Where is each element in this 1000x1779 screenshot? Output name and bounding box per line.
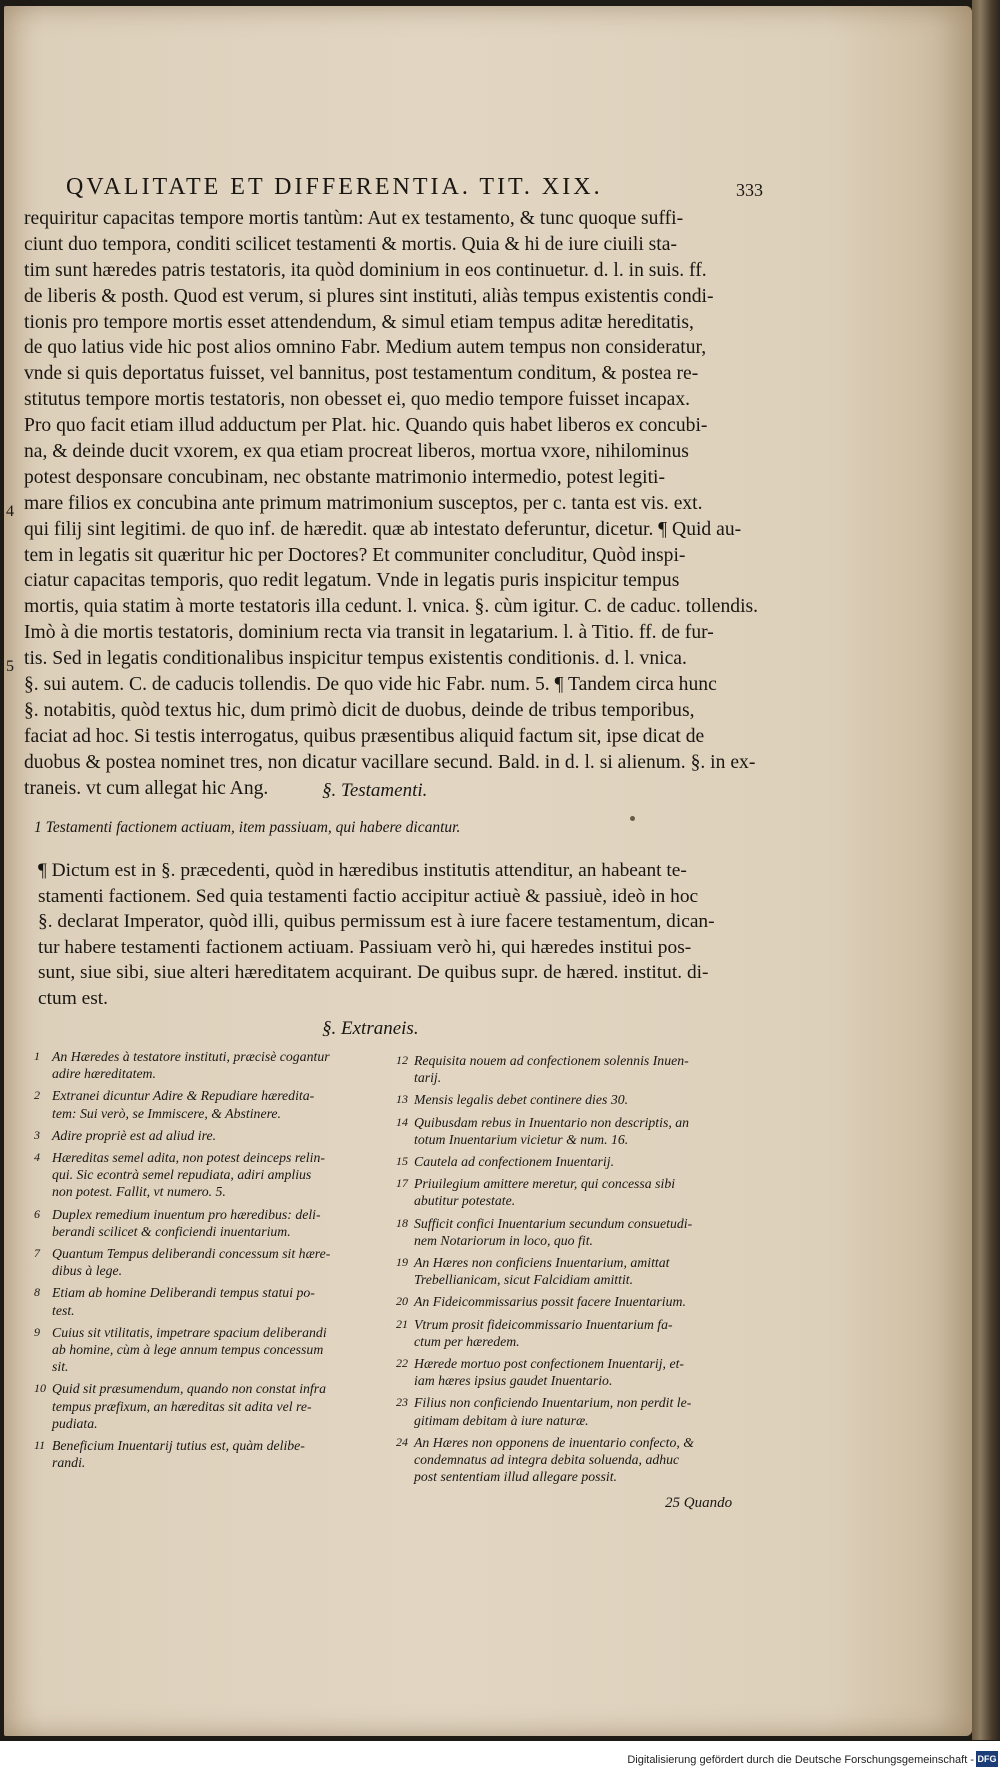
index-entry-number: 7: [34, 1246, 40, 1261]
index-entry-number: 23: [396, 1395, 408, 1410]
text-line: Pro quo facit etiam illud adductum per Plat. hic. Quando quis habet liberos ex concubi-: [24, 415, 708, 437]
text-line: potest desponsare concubinam, nec obstante matrimonio intermedio, potest legiti-: [24, 466, 665, 488]
text-line: vnde si quis deportatus fuisset, vel bannitus, post testamentum conditum, & postea re-: [24, 363, 699, 385]
index-entry: [396, 1316, 766, 1350]
index-entry-number: 8: [34, 1285, 40, 1300]
index-entry-line: adire hæreditatem.: [52, 1066, 156, 1082]
index-entry-line: Requisita nouem ad confectionem solennis Inuen-: [414, 1053, 689, 1068]
index-entry-number: 1: [34, 1049, 40, 1063]
index-entry: [396, 1091, 766, 1108]
index-entry: [34, 1206, 394, 1240]
text-line: faciat ad hoc. Si testis interrogatus, quibus præsentibus aliquid factum sit, ipse dicat de: [24, 725, 705, 747]
index-entry-line: sit.: [52, 1359, 69, 1375]
index-entry-line: iam hæres ipsius gaudet Inuentario.: [414, 1373, 613, 1389]
running-header: QVALITATE ET DIFFERENTIA. TIT. XIX.: [66, 174, 603, 200]
index-entry-line: dibus à lege.: [52, 1263, 123, 1279]
index-entry-number: 15: [396, 1154, 408, 1169]
index-entry-line: Hæreditas semel adita, non potest deinceps relin-: [52, 1150, 325, 1166]
text-line: requiritur capacitas tempore mortis tantùm: Aut ex testamento, & tunc quoque suffi-: [24, 208, 684, 229]
margin-number: 5: [6, 658, 14, 675]
index-entry-number: 21: [396, 1316, 408, 1331]
index-entry-line: nem Notariorum in loco, quo fit.: [414, 1232, 593, 1248]
index-entry-line: gitimam debitam à iure naturæ.: [414, 1412, 589, 1428]
index-entry: [34, 1324, 394, 1376]
index-entry-line: randi.: [52, 1455, 86, 1471]
index-entry-line: An Hæres non opponens de inuentario confecto, &: [414, 1434, 694, 1450]
text-line: traneis. vt cum allegat hic Ang.: [24, 777, 269, 799]
index-entry-line: An Fideicommissarius possit facere Inuentarium.: [414, 1294, 686, 1310]
index-entry: [396, 1355, 766, 1389]
index-entry-number: 18: [396, 1215, 408, 1230]
index-entry-line: ab homine, cùm à lege annum tempus concessum: [52, 1342, 324, 1358]
page-number: 333: [736, 180, 763, 200]
index-entry-number: 13: [396, 1092, 408, 1107]
section-title-extraneis: §. Extraneis.: [322, 1018, 419, 1039]
index-entry-line: Quibusdam rebus in Inuentario non descriptis, an: [414, 1114, 690, 1130]
text-line: de quo latius vide hic post alios omnino Fabr. Medium autem tempus non consideratur,: [24, 337, 707, 359]
index-entry: [396, 1175, 766, 1209]
index-entry-number: 22: [396, 1356, 408, 1371]
index-entry-number: 19: [396, 1255, 408, 1270]
index-entry: [396, 1293, 766, 1310]
index-entry-line: post sententiam illud allegare possit.: [414, 1469, 617, 1485]
index-entry-line: Priuilegium amittere meretur, qui concessa sibi: [414, 1176, 676, 1192]
index-entry: [34, 1245, 394, 1279]
index-entry: [396, 1434, 766, 1486]
index-entry: [396, 1215, 766, 1249]
index-entry-line: tempus præfixum, an hæreditas sit adita vel re-: [52, 1398, 312, 1414]
index-entry-line: qui. Sic econtrà semel repudiata, adiri amplius: [52, 1167, 312, 1183]
index-entry-line: test.: [52, 1302, 75, 1318]
main-text-block: [24, 206, 759, 801]
digitization-credit: Digitalisierung gefördert durch die Deutsche Forschungsgemeinschaft -: [627, 1754, 974, 1766]
text-line: ctum est.: [38, 987, 109, 1009]
index-entry-number: 12: [396, 1053, 408, 1067]
index-entry-line: Trebellianicam, sicut Falcidiam amittit.: [414, 1272, 634, 1288]
index-entry-line: Sufficit confici Inuentarium secundum consuetudi-: [414, 1215, 693, 1231]
index-entry-line: Extranei dicuntur Adire & Repudiare hæredita-: [52, 1088, 315, 1104]
index-entry-line: berandi scilicet & conficiendi inuentarium.: [52, 1223, 291, 1239]
index-entry-number: 2: [34, 1088, 40, 1103]
index-entry-line: abutitur potestate.: [414, 1193, 516, 1209]
text-line: tur habere testamenti factionem actiuam. Passiuam verò hi, qui hæredes institui pos-: [38, 936, 692, 958]
text-line: tem in legatis sit quæritur hic per Doctores? Et communiter concluditur, Quòd inspi-: [24, 544, 686, 566]
index-entry: [34, 1149, 394, 1201]
index-entry: [396, 1394, 766, 1428]
index-entry-line: Duplex remedium inuentum pro hæredibus: deli-: [52, 1206, 321, 1222]
index-entry-line: Hærede mortuo post confectionem Inuentarij, et-: [414, 1356, 685, 1372]
index-entry-number: 14: [396, 1114, 408, 1129]
index-entry-line: Vtrum prosit fideicommissario Inuentarium fa-: [414, 1316, 673, 1332]
footer-bar: [0, 1741, 1000, 1779]
index-left-column: [34, 1048, 394, 1476]
index-entry-line: totum Inuentarium vicietur & num. 16.: [414, 1131, 629, 1147]
index-right-column: [396, 1052, 766, 1490]
index-entry-line: Cuius sit vtilitatis, impetrare spacium deliberandi: [52, 1324, 327, 1340]
text-line: tim sunt hæredes patris testatoris, ita quòd dominium in eos continuetur. d. l. in suis. ff.: [24, 259, 707, 281]
index-entry: [396, 1153, 766, 1170]
index-entry: [34, 1437, 394, 1471]
index-entry-number: 10: [34, 1381, 46, 1396]
text-line: sunt, siue sibi, siue alteri hæreditatem acquirant. De quibus supr. de hæred. institut. di-: [38, 962, 709, 984]
text-line: ciatur capacitas temporis, quo redit legatum. Vnde in legatis puris inspicitur tempus: [24, 570, 680, 592]
text-line: Imò à die mortis testatoris, dominium recta via transit in legatarium. l. à Titio. ff. de fur-: [24, 622, 714, 644]
text-line: tionis pro tempore mortis esset attendendum, & simul etiam tempus aditæ hereditatis,: [24, 311, 694, 333]
index-entry-line: pudiata.: [52, 1415, 98, 1431]
index-entry: [34, 1048, 394, 1082]
index-entry: [34, 1127, 394, 1144]
text-line: stitutus tempore mortis testatoris, non obesset ei, quo medio tempore fuisset incapax.: [24, 389, 691, 411]
index-entry-line: Quantum Tempus deliberandi concessum sit hære-: [52, 1246, 331, 1262]
index-entry-number: 9: [34, 1324, 40, 1339]
section-title-testamenti: §. Testamenti.: [322, 780, 428, 801]
text-line: duobus & postea nominet tres, non dicatur vacillare secund. Bald. in d. l. si alienum. §. in ex-: [24, 751, 756, 773]
index-entry-line: Beneficium Inuentarij tutius est, quàm delibe-: [52, 1438, 305, 1454]
index-entry: [396, 1254, 766, 1288]
page-edge: [972, 0, 1000, 1740]
text-line: §. declarat Imperator, quòd illi, quibus permissum est à iure facere testamentum, dican-: [38, 911, 715, 933]
index-entry-line: Quid sit præsumendum, quando non constat infra: [52, 1381, 327, 1397]
index-entry-number: 3: [34, 1127, 40, 1142]
index-entry-number: 17: [396, 1176, 408, 1191]
index-entry: [396, 1114, 766, 1148]
margin-number: 4: [6, 503, 14, 520]
index-entry-line: tem: Sui verò, se Immiscere, & Abstinere.: [52, 1105, 281, 1121]
index-entry-line: Adire propriè est ad aliud ire.: [52, 1127, 217, 1143]
catchword: 25 Quando: [665, 1495, 733, 1511]
index-entry-number: 6: [34, 1206, 40, 1221]
index-entry-number: 11: [34, 1438, 46, 1453]
text-line: tis. Sed in legatis conditionalibus inspicitur tempus existentis conditionis. d. l. vnica.: [24, 648, 687, 670]
index-entry-line: ctum per hæredem.: [414, 1333, 520, 1349]
paper-speck: [630, 816, 635, 821]
text-line: qui filij sint legitimi. de quo inf. de hæredit. quæ ab intestato deferuntur, dicetur. ¶ Quid au-: [24, 518, 742, 540]
text-line: §. sui autem. C. de caducis tollendis. De quo vide hic Fabr. num. 5. ¶ Tandem circa hunc: [24, 674, 717, 696]
index-entry: [34, 1380, 394, 1432]
index-entry-number: 4: [34, 1150, 40, 1165]
dfg-logo: DFG: [976, 1751, 998, 1767]
index-entry-number: 24: [396, 1434, 408, 1449]
index-entry-line: condemnatus ad integra debita soluenda, adhuc: [414, 1452, 680, 1468]
text-line: mortis, quia statim à morte testatoris illa cedunt. l. vnica. §. cùm igitur. C. de caduc. tollendis.: [24, 596, 759, 618]
index-entry-line: Etiam ab homine Deliberandi tempus statui po-: [52, 1285, 315, 1301]
index-entry-line: An Hæredes à testatore instituti, præcisè cogantur: [52, 1049, 330, 1064]
text-line: mare filios ex concubina ante primum matrimonium susceptos, per c. tanta est vis. ext.: [24, 492, 703, 514]
index-entry: [34, 1087, 394, 1121]
index-entry: [34, 1284, 394, 1318]
text-line: de liberis & posth. Quod est verum, si plures sint instituti, aliàs tempus existentis condi-: [24, 285, 714, 307]
index-entry-line: An Hæres non conficiens Inuentarium, amittat: [414, 1255, 670, 1271]
index-entry-line: Cautela ad confectionem Inuentarij.: [414, 1154, 615, 1170]
text-line: stamenti factionem. Sed quia testamenti factio accipitur actiuè & passiuè, ideò in hoc: [38, 885, 699, 907]
text-line: na, & deinde ducit vxorem, ex qua etiam procreat liberos, mortua vxore, nihilominus: [24, 441, 689, 463]
index-entry: [396, 1052, 766, 1086]
text-line: §. notabitis, quòd textus hic, dum primò dicit de duobus, deinde de tribus temporibus,: [24, 699, 695, 721]
text-line: ciunt duo tempora, conditi scilicet testamenti & mortis. Quia & hi de iure ciuili sta-: [24, 233, 677, 255]
index-entry-number: 20: [396, 1294, 408, 1309]
index-entry-line: tarij.: [414, 1070, 442, 1086]
text-line: ¶ Dictum est in §. præcedenti, quòd in hæredibus institutis attenditur, an habeant te-: [38, 860, 687, 881]
index-entry-line: Filius non conficiendo Inuentarium, non perdit le-: [414, 1395, 692, 1411]
testamenti-text-block: [38, 858, 760, 1012]
index-entry-line: Mensis legalis debet continere dies 30.: [414, 1092, 629, 1108]
index-entry-line: non potest. Fallit, vt numero. 5.: [52, 1184, 226, 1200]
section-summary: 1 Testamenti factionem actiuam, item passiuam, qui habere dicantur.: [34, 819, 461, 836]
